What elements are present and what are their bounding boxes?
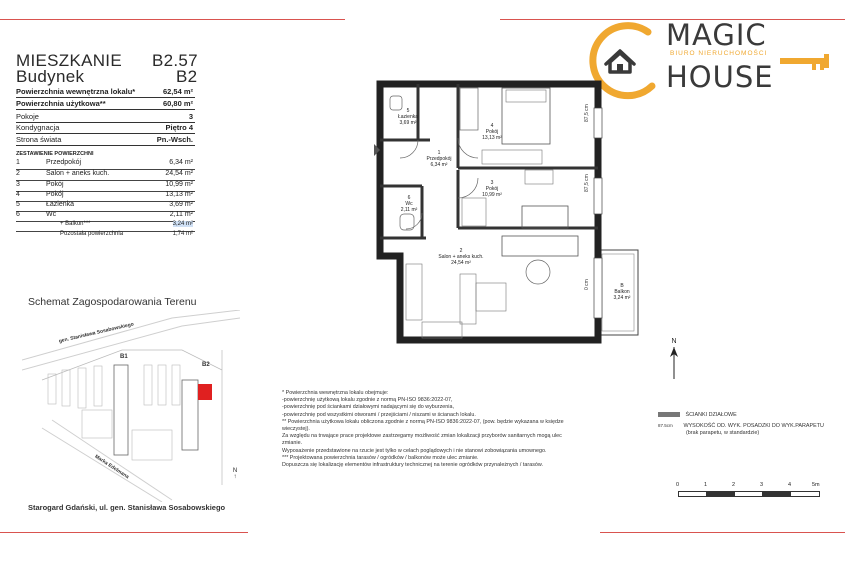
height-desc: WYSOKOŚĆ OD. WYK. POSADZKI DO WYK.PARAPETU <box>683 423 824 429</box>
info-value: 62,54 m² <box>162 87 193 96</box>
balkon-value: 3,24 m² <box>172 221 193 227</box>
building-code: B2 <box>176 67 198 86</box>
height-label-2: 87,5 cm <box>584 174 590 192</box>
info-value: Pn.-Wsch. <box>156 135 193 144</box>
north-label: N <box>671 338 677 345</box>
info-value: Piętro 4 <box>165 123 193 132</box>
note-line: Za względu na trwające prace projektowe zastrzegamy możliwość zmian lokalizacji przyborów sanitarnych mogą ulec zmianie. <box>282 433 562 447</box>
north-label: N <box>232 468 238 474</box>
scale-seg <box>734 491 764 497</box>
room-area: 3,24 m² <box>613 295 631 301</box>
row-number: 3 <box>16 181 20 188</box>
scale-seg <box>762 491 792 497</box>
room-number: 2 <box>459 248 463 254</box>
info-label: Kondygnacja <box>16 123 60 132</box>
height-label-3: 0 cm <box>584 279 590 290</box>
height-label: 87.5cm <box>658 423 673 428</box>
room-name: Pokój <box>485 129 499 135</box>
info-value: 60,80 m² <box>162 99 193 108</box>
summary-row <box>16 170 195 181</box>
row-value: 13,13 m² <box>165 191 193 198</box>
remaining-value: 1,74 m² <box>172 231 193 237</box>
scale-tick: 1 <box>704 482 708 488</box>
scale-seg <box>678 491 708 497</box>
row-value: 10,99 m² <box>165 181 193 188</box>
summary-heading: ZESTAWIENIE POWIERZCHNI <box>16 151 94 157</box>
note-line: Dopuszcza się lokalizację elementów infrastruktury technicznej na terenie ogródków przynależnych / tarasów. <box>282 462 543 469</box>
walls-label: ŚCIANKI DZIAŁOWE <box>685 412 737 418</box>
title-budynek: Budynek <box>16 67 85 86</box>
note-line: -powierzchnię pod wszystkimi otworami / przejściami / niszami w ścianach lokalu. <box>282 411 476 418</box>
room-name: Balkon <box>614 289 630 295</box>
scale-seg <box>790 491 820 497</box>
note-line: Wyposażenie przedstawione na rzucie jest tylko w celach poglądowych i nie stanowi zobowiązania umownego. <box>282 447 547 454</box>
info-label: Strona świata <box>16 135 62 144</box>
room-name: Łazienka <box>397 114 418 120</box>
room-number: 6 <box>407 195 411 201</box>
north-arrow-icon: ↑ <box>233 474 237 480</box>
room-label-salon <box>428 248 494 266</box>
site-title: Schemat Zagospodarowania Terenu <box>28 296 197 308</box>
note-line: -powierzchnię pod ściankami działowymi nadającymi się do wyburzenia, <box>282 404 454 411</box>
bottom-rule-left <box>0 532 248 533</box>
info-row-area <box>16 87 195 98</box>
note-line: -powierzchnię użytkową lokalu zgodnie z normą PN-ISO 9836:2022-07, <box>282 397 453 404</box>
info-label: Powierzchnia wewnętrzna lokalu* <box>16 87 136 96</box>
map-street-1: gen. Stanisława Sosabowskiego <box>58 321 135 345</box>
room-label-balkon <box>604 283 640 301</box>
row-name: Pokój <box>46 191 64 198</box>
room-label-lazienka <box>388 108 428 126</box>
map-street-2: Marka Edelmana <box>93 453 130 481</box>
room-name: Wc <box>405 201 413 207</box>
row-value: 3,69 m² <box>169 201 193 208</box>
notes-block <box>282 390 582 469</box>
room-area: 24,54 m² <box>451 260 471 266</box>
unit-number: B2.57 <box>152 51 198 70</box>
key-icon <box>780 52 830 72</box>
scale-seg <box>706 491 736 497</box>
site-address: Starogard Gdański, ul. gen. Stanisława Sosabowskiego <box>28 503 226 512</box>
row-value: 6,34 m² <box>169 159 193 166</box>
row-name: Łazienka <box>46 201 75 208</box>
scale-tick: 5m <box>812 482 820 488</box>
row-number: 4 <box>16 191 20 198</box>
row-value: 24,54 m² <box>165 170 193 177</box>
remaining-label: Pozostała powierzchnia <box>60 231 124 237</box>
logo-magic: MAGIC <box>666 18 767 52</box>
row-value: 2,11 m² <box>169 211 193 218</box>
height-note: (brak parapetu, w standardzie) <box>686 430 760 436</box>
room-label-pokoj4 <box>472 123 512 141</box>
scale-tick: 2 <box>732 482 736 488</box>
note-line: *** Projektowana powierzchnia tarasów / ogródków / balkonów może ulec zmianie. <box>282 454 479 461</box>
room-area: 13,13 m² <box>482 135 502 141</box>
site-map <box>22 310 240 502</box>
balkon-label: + Balkon*** <box>60 221 91 227</box>
info-label: Powierzchnia użytkowa** <box>16 99 106 108</box>
room-label-wc <box>394 195 424 213</box>
room-name: Przedpokój <box>426 156 452 162</box>
plan-north-arrow <box>664 338 684 383</box>
summary-remaining-row <box>16 231 195 241</box>
info-label: Pokoje <box>16 112 39 121</box>
site-north-arrow <box>230 468 240 480</box>
row-number: 5 <box>16 201 20 208</box>
summary-row <box>16 159 195 170</box>
room-label-przedpokoj <box>418 150 460 168</box>
room-name: Salon + aneks kuch. <box>438 254 484 260</box>
title-mieszkanie: MIESZKANIE <box>16 51 122 70</box>
room-number: 3 <box>490 180 494 186</box>
room-number: 5 <box>406 108 410 114</box>
info-row-orientation <box>16 135 195 146</box>
row-number: 1 <box>16 159 20 166</box>
map-label-b2: B2 <box>202 362 210 368</box>
height-label-1: 87,5 cm <box>584 104 590 122</box>
legend-walls <box>658 412 737 418</box>
logo-house: HOUSE <box>666 60 774 94</box>
room-area: 2,11 m² <box>400 207 418 213</box>
room-number: B <box>620 283 624 289</box>
row-number: 6 <box>16 211 20 218</box>
note-line: * Powierzchnia wewnętrzna lokalu obejmuje: <box>282 390 389 396</box>
row-number: 2 <box>16 170 20 177</box>
north-arrow-icon <box>667 345 681 381</box>
walls-swatch <box>658 412 680 417</box>
bottom-rule-right <box>600 532 845 533</box>
row-name: Salon + aneks kuch. <box>46 170 110 177</box>
row-name: Przedpokój <box>46 159 82 166</box>
note-line: ** Powierzchnia użytkowa lokalu obliczona zgodnie z normą PN-ISO 9836:2022-07, (pow. będzie wykazana w księdze wieczystej). <box>282 418 564 433</box>
scale-tick: 0 <box>676 482 680 488</box>
room-area: 6,34 m² <box>430 162 448 168</box>
room-label-pokoj3 <box>472 180 512 198</box>
map-label-b1: B1 <box>120 354 128 360</box>
info-row-rooms <box>16 112 195 123</box>
room-area: 3,69 m² <box>399 120 417 126</box>
room-area: 10,99 m² <box>482 192 502 198</box>
row-name: Wc <box>46 211 57 218</box>
scale-bar <box>678 484 824 498</box>
top-rule-left <box>0 19 345 20</box>
scale-tick: 3 <box>760 482 764 488</box>
legend-height <box>658 422 838 437</box>
room-number: 1 <box>437 150 441 156</box>
logo-tagline: BIURO NIERUCHOMOŚCI <box>670 50 768 57</box>
info-row-floor <box>16 123 195 134</box>
info-row-usable <box>16 99 195 110</box>
room-number: 4 <box>490 123 494 129</box>
info-value: 3 <box>188 112 193 121</box>
room-name: Pokój <box>485 186 499 192</box>
scale-tick: 4 <box>788 482 792 488</box>
row-name: Pokój <box>46 181 64 188</box>
